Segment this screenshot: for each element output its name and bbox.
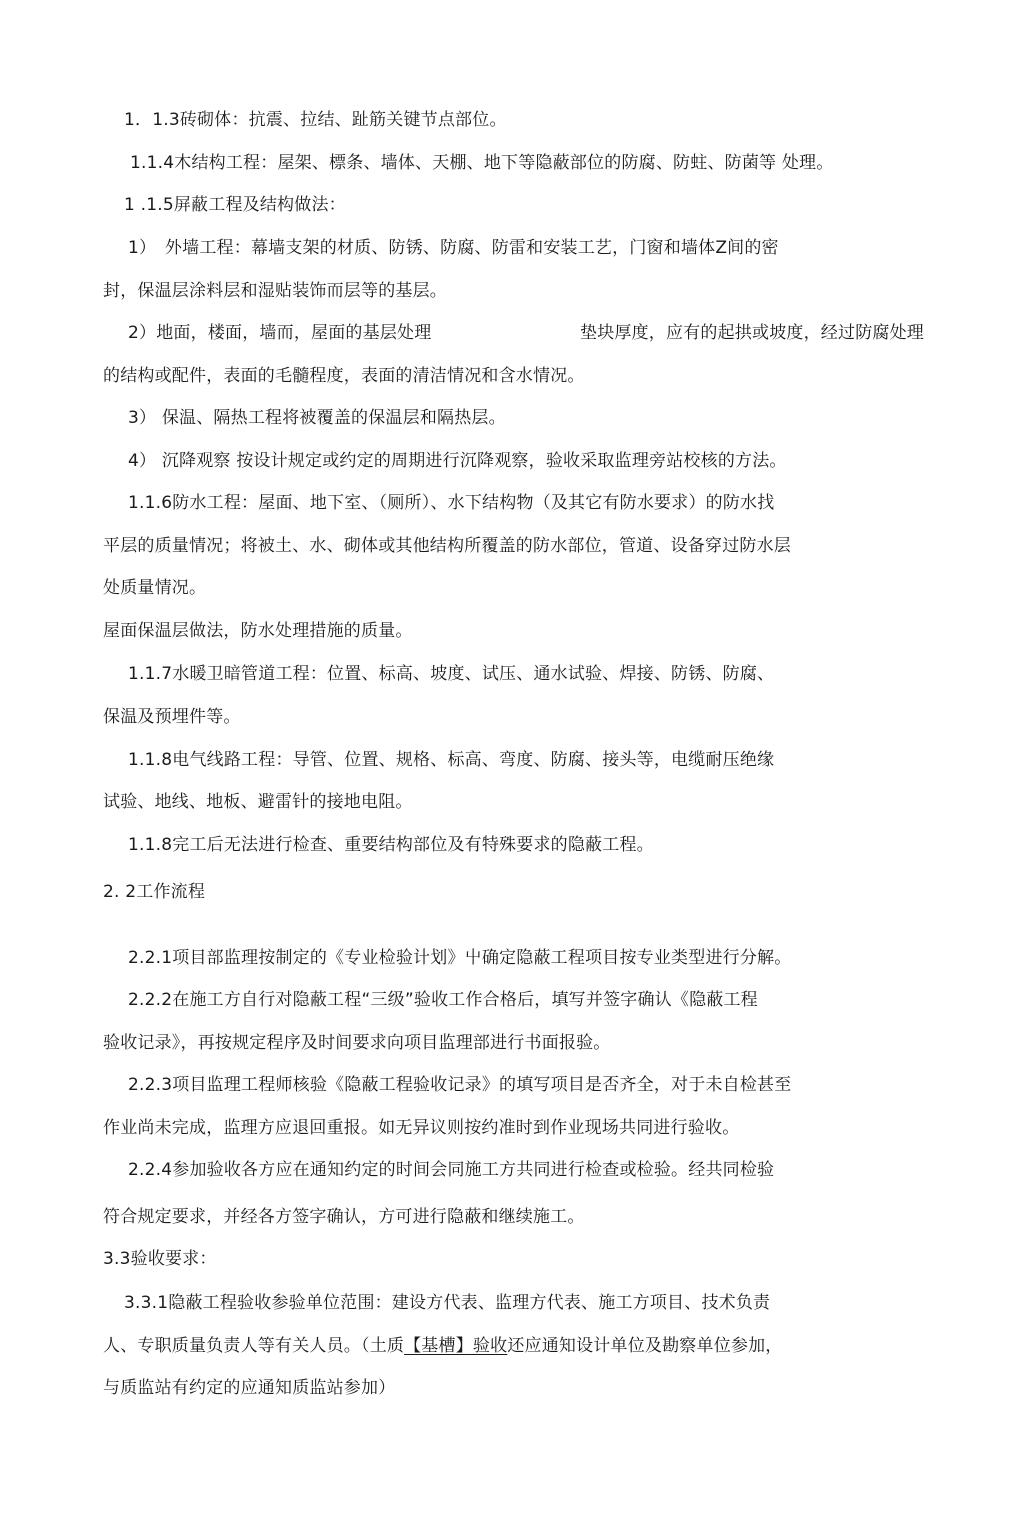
text-line-17: 试验、地线、地板、避雷针的接地电阻。 — [103, 792, 413, 812]
text-line-16: 1.1.8电气线路工程：导管、位置、规格、标高、弯度、防腐、接头等，电缆耐压绝缘 — [128, 750, 775, 770]
text-line-24: 作业尚未完成，监理方应退回重报。如无异议则按约准时到作业现场共同进行验收。 — [103, 1118, 740, 1138]
text-line-5: 封，保温层涂料层和湿贴装饰而层等的基层。 — [103, 281, 447, 301]
section-heading-3-3: 3.3验收要求： — [103, 1249, 217, 1269]
text-line-6a: 2）地面，楼面，墙而，屋面的基层处理 — [128, 323, 432, 343]
text-line-2: 1.1.4木结构工程：屋架、標条、墙体、天棚、地下等隐蔽部位的防腐、防蛀、防菌等 处理。 — [130, 153, 834, 173]
text-line-1: 1．1.3砖砌体：抗震、拉结、趾筋关键节点部位。 — [124, 110, 507, 130]
text-line-12: 处质量情况。 — [103, 578, 207, 598]
text-line-25: 2.2.4参加验收各方应在通知约定的时间会同施工方共同进行检查或检验。经共同检验 — [128, 1160, 775, 1180]
text-line-10: 1.1.6防水工程：屋面、地下室、（厕所）、水下结构物（及其它有防水要求）的防水找 — [128, 493, 775, 513]
section-heading-2-2: 2. 2工作流程 — [103, 882, 206, 902]
text-line-11: 平层的质量情况；将被土、水、砌体或其他结构所覆盖的防水部位，管道、设备穿过防水层 — [103, 536, 791, 556]
text-line-14: 1.1.7水暖卫暗管道工程：位置、标高、坡度、试压、通水试验、焊接、防锈、防腐、 — [128, 664, 775, 684]
text-line-21: 2.2.2在施工方自行对隐蔽工程“三级”验收工作合格后，填写并签字确认《隐蔽工程 — [128, 990, 758, 1010]
text-line-8: 3） 保温、隔热工程将被覆盖的保温层和隔热层。 — [128, 408, 506, 428]
text-line-18: 1.1.8完工后无法进行检查、重要结构部位及有特殊要求的隐蔽工程。 — [128, 835, 654, 855]
text-line-9: 4） 沉降观察 按设计规定或约定的周期进行沉降观察，验收采取监理旁站校核的方法。 — [128, 451, 787, 471]
text-line-7: 的结构或配件，表面的毛髓程度，表面的清洁情况和含水情况。 — [103, 366, 585, 386]
text-line-15: 保温及预埋件等。 — [103, 707, 241, 727]
text-line-29-part-3: 还应通知设计单位及勘察单位参加， — [507, 1336, 783, 1356]
text-line-30: 与质监站有约定的应通知质监站参加） — [103, 1378, 396, 1398]
text-line-22: 验收记录》，再按规定程序及时间要求向项目监理部进行书面报验。 — [103, 1033, 611, 1053]
text-line-23: 2.2.3项目监理工程师核验《隐蔽工程验收记录》的填写项目是否齐全，对于未自检甚至 — [128, 1075, 792, 1095]
text-line-6b: 垫块厚度，应有的起拱或坡度，经过防腐处理 — [580, 323, 924, 343]
text-line-28: 3.3.1隐蔽工程验收参验单位范围：建设方代表、监理方代表、施工方项目、技术负责 — [124, 1293, 771, 1313]
text-line-13: 屋面保温层做法，防水处理措施的质量。 — [103, 621, 413, 641]
text-line-4: 1） 外墙工程：幕墙支架的材质、防锈、防腐、防雷和安装工艺，门窗和墙体Z间的密 — [128, 238, 779, 258]
text-line-3: 1 .1.5屏蔽工程及结构做法： — [124, 195, 346, 215]
text-line-29 — [103, 1334, 783, 1358]
underlined-foundation-pit-acceptance: 【基槽】验收 — [404, 1336, 508, 1356]
text-line-20: 2.2.1项目部监理按制定的《专业检验计划》屮确定隐蔽工程项目按专业类型进行分解。 — [128, 948, 792, 968]
text-line-29-part-1: 人、专职质量负责人等有关人员。（土质 — [103, 1336, 405, 1356]
text-line-26: 符合规定要求，并经各方签字确认，方可进行隐蔽和继续施工。 — [103, 1207, 585, 1227]
